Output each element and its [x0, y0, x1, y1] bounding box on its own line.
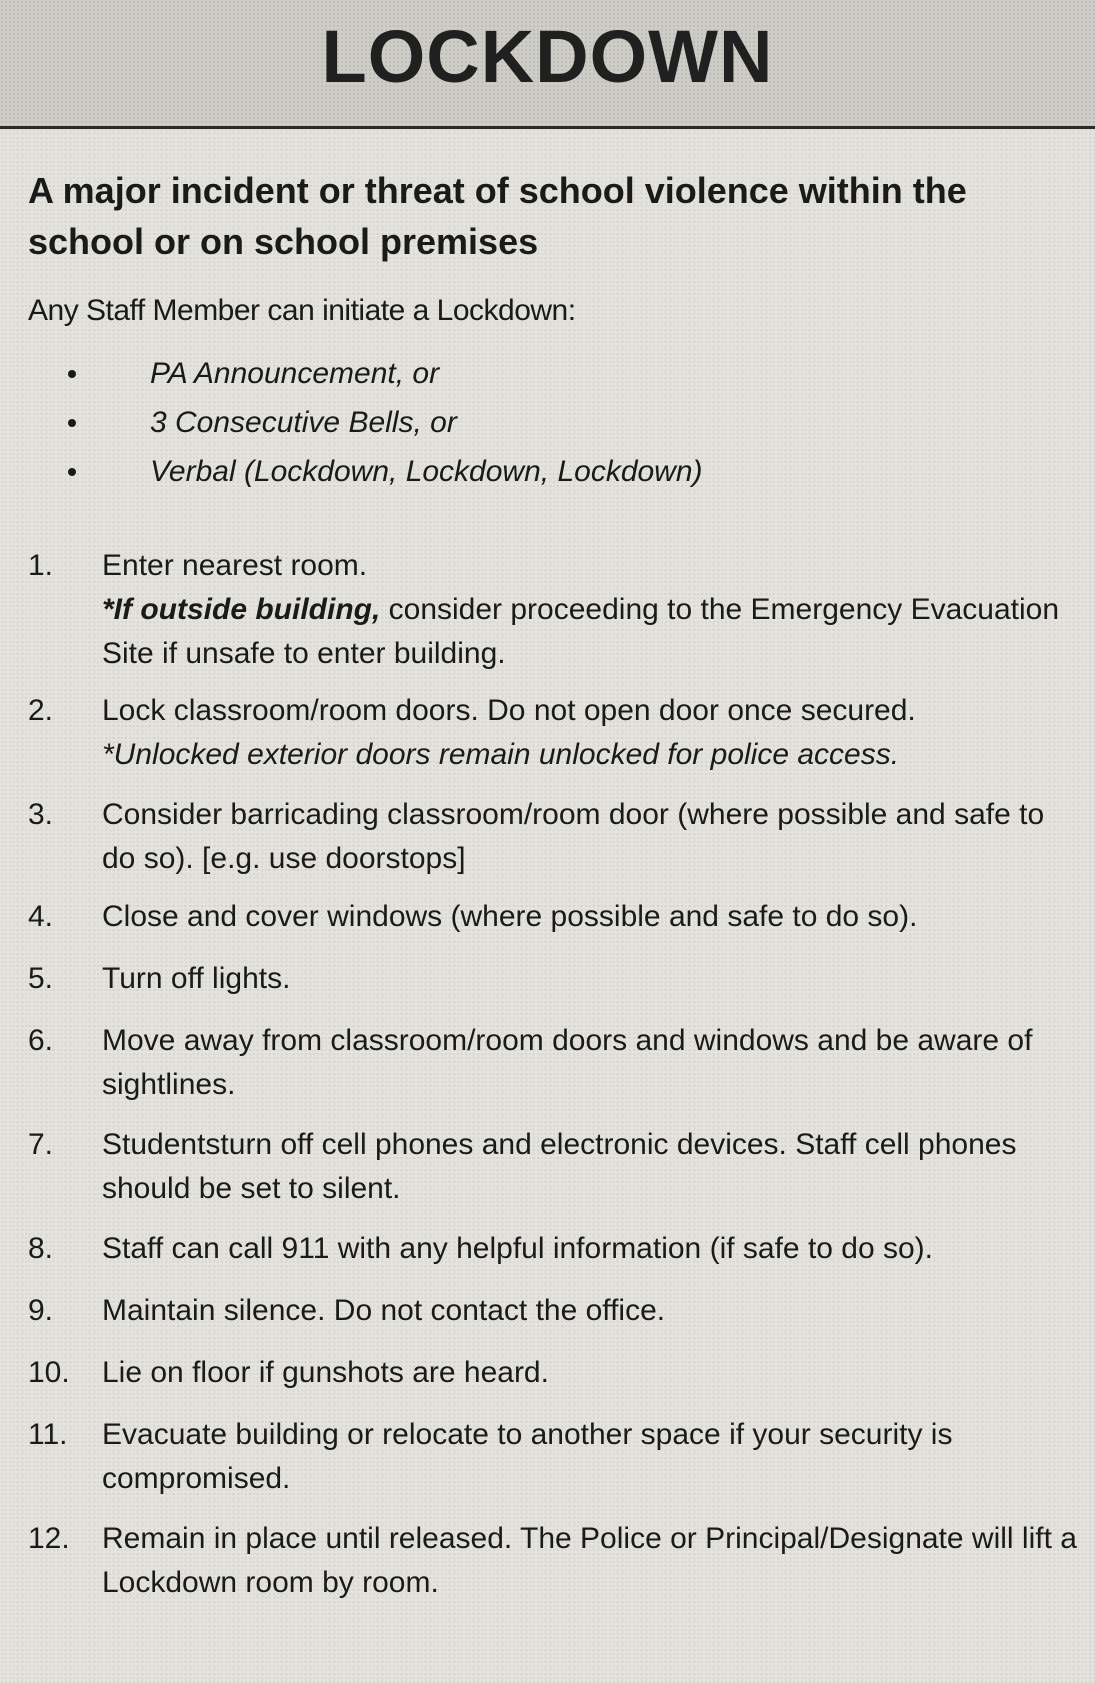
content [28, 165, 1078, 1605]
step-text: Consider barricading classroom/room door (where possible and safe to do so). [e.g. use doorstops] [102, 798, 1045, 875]
step-number: 11. [28, 1418, 68, 1451]
step-2 [28, 689, 1078, 777]
step-number: 2. [28, 694, 54, 727]
step-9 [28, 1289, 1078, 1333]
step-text: Enter nearest room. [102, 549, 368, 582]
step-note: *Unlocked exterior doors remain unlocked for police access. [102, 738, 900, 771]
initiate-text: Any Staff Member can initiate a Lockdown: [28, 294, 576, 327]
method-item: Verbal (Lockdown, Lockdown, Lockdown) [68, 447, 1078, 496]
step-text: Staff can call 911 with any helpful information (if safe to do so). [102, 1232, 934, 1265]
step-8 [28, 1227, 1078, 1271]
step-7 [28, 1123, 1078, 1211]
step-5 [28, 957, 1078, 1001]
step-10 [28, 1351, 1078, 1395]
step-number: 10. [28, 1356, 70, 1389]
step-number: 4. [28, 900, 54, 933]
step-number: 8. [28, 1232, 54, 1265]
step-text: Lock classroom/room doors. Do not open door once secured. [102, 694, 916, 727]
step-4 [28, 895, 1078, 939]
bullet-icon [68, 370, 76, 378]
step-1 [28, 544, 1078, 676]
step-text: Remain in place until released. The Police or Principal/Designate will lift a Lockdown room by room. [102, 1522, 1077, 1599]
step-6 [28, 1019, 1078, 1107]
step-number: 9. [28, 1294, 54, 1327]
bullet-icon [68, 419, 76, 427]
bullet-icon [68, 468, 76, 476]
step-number: 3. [28, 798, 54, 831]
step-text: Close and cover windows (where possible and safe to do so). [102, 900, 918, 933]
subtitle: A major incident or threat of school violence within the school or on school premises [28, 170, 967, 262]
step-3 [28, 793, 1078, 881]
step-number: 5. [28, 962, 54, 995]
step-text: Lie on floor if gunshots are heard. [102, 1356, 549, 1389]
page-title: LOCKDOWN [321, 15, 774, 98]
step-text: Evacuate building or relocate to another space if your security is compromised. [102, 1418, 953, 1495]
step-number: 12. [28, 1522, 70, 1555]
step-text: Move away from classroom/room doors and windows and be aware of sightlines. [102, 1024, 1033, 1101]
header-bar [0, 0, 1095, 129]
method-item: PA Announcement, or [68, 349, 1078, 398]
step-text: Studentsturn off cell phones and electronic devices. Staff cell phones should be set to silent. [102, 1128, 1017, 1205]
step-text: Turn off lights. [102, 962, 291, 995]
procedure-steps [28, 544, 1078, 1605]
step-12 [28, 1517, 1078, 1605]
step-number: 6. [28, 1024, 54, 1057]
method-item: 3 Consecutive Bells, or [68, 398, 1078, 447]
initiation-methods [68, 349, 1078, 496]
step-text: Maintain silence. Do not contact the office. [102, 1294, 666, 1327]
step-number: 7. [28, 1128, 54, 1161]
step-note: *If outside building, consider proceeding to the Emergency Evacuation Site if unsafe to enter building. [102, 593, 1060, 670]
step-number: 1. [28, 549, 54, 582]
step-11 [28, 1413, 1078, 1501]
